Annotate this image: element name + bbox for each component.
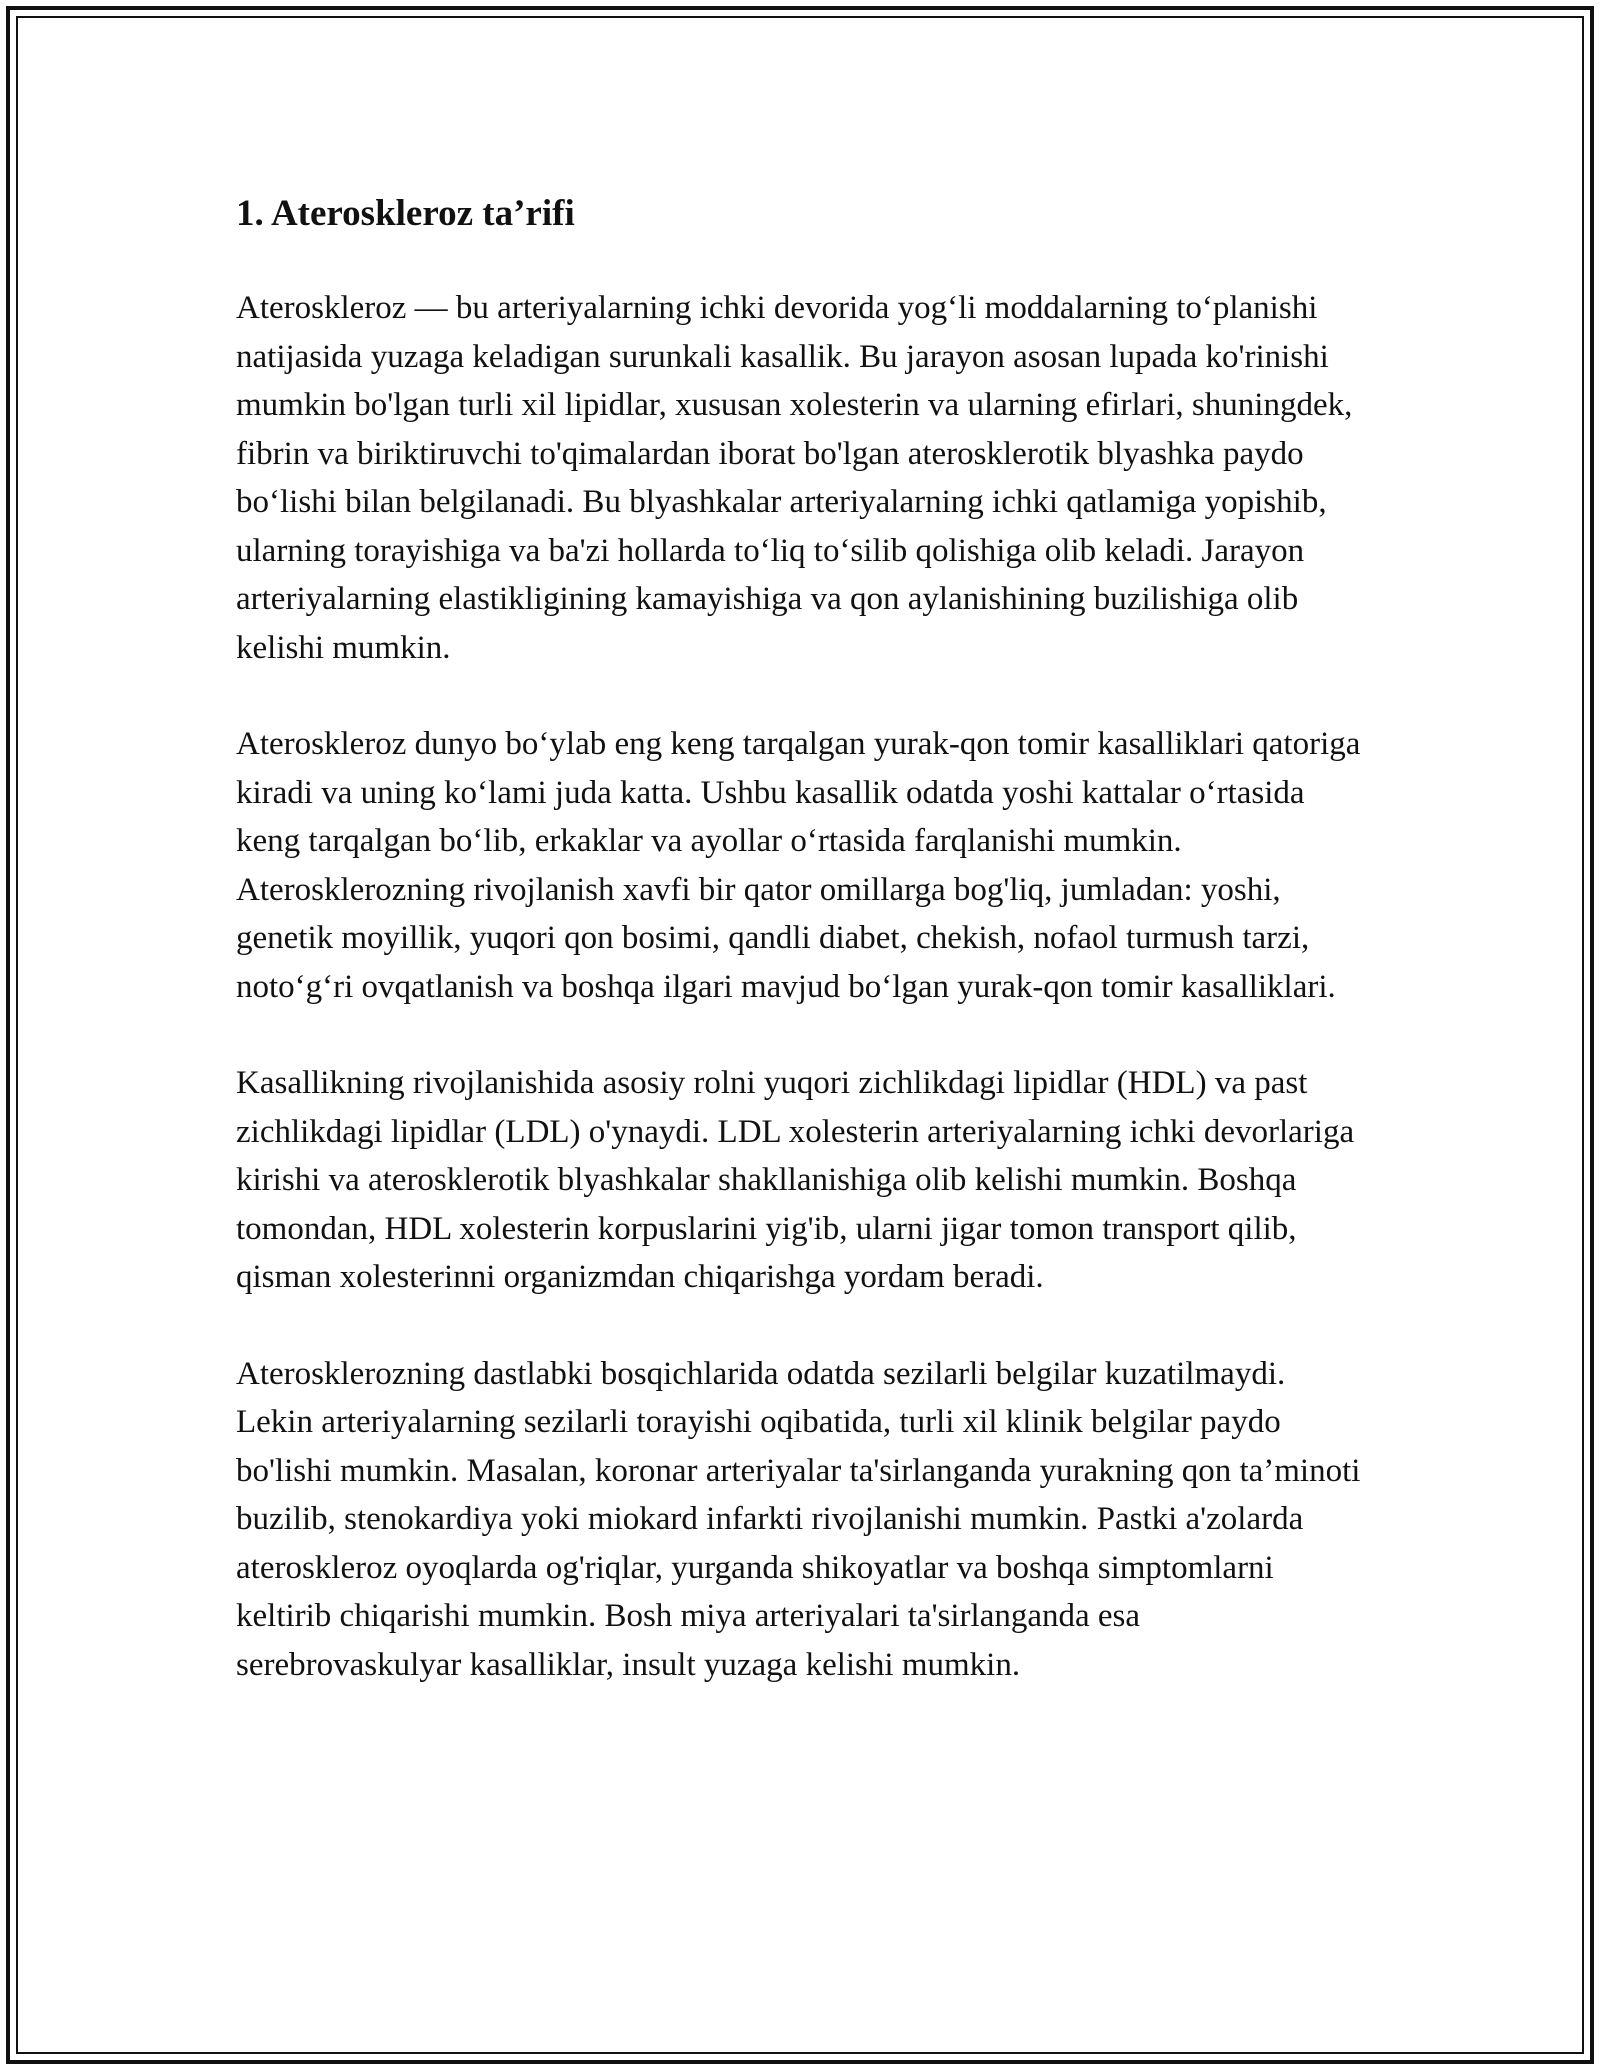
section-heading: 1. Ateroskleroz ta’rifi [236,193,575,234]
paragraph-prevalence: Ateroskleroz dunyo bo‘ylab eng keng tarqalgan yurak-qon tomir kasalliklari qatoriga kiradi va uning ko‘lami juda katta. Ushbu kasallik odatda yoshi kattalar o‘rtasida keng tarqalgan bo‘lib, erkaklar va ayollar o‘rtasida farqlanishi mumkin. Aterosklerozning rivojlanish xavfi bir qator omillarga bog'liq, jumladan: yoshi, genetik moyillik, yuqori qon bosimi, qandli diabet, chekish, nofaol turmush tarzi, noto‘g‘ri ovqatlanish va boshqa ilgari mavjud bo‘lgan yurak-qon tomir kasalliklari. [236,726,1361,1005]
paragraph-lipids: Kasallikning rivojlanishida asosiy rolni yuqori zichlikdagi lipidlar (HDL) va past zichlikdagi lipidlar (LDL) o'ynaydi. LDL xolesterin arteriyalarning ichki devorlariga kirishi va aterosklerotik blyashkalar shakllanishiga olib kelishi mumkin. Boshqa tomondan, HDL xolesterin korpuslarini yig'ib, ularni jigar tomon transport qilib, qisman xolesterinni organizmdan chiqarishga yordam beradi. [236,1065,1355,1295]
document-body [236,184,1366,1737]
paragraph-symptoms: Aterosklerozning dastlabki bosqichlarida odatda sezilarli belgilar kuzatilmaydi. Lekin arteriyalarning sezilarli torayishi oqibatida, turli xil klinik belgilar paydo bo'lishi mumkin. Masalan, koronar arteriyalar ta'sirlanganda yurakning qon ta’minoti buzilib, stenokardiya yoki miokard infarkti rivojlanishi mumkin. Pastki a'zolarda ateroskleroz oyoqlarda og'riqlar, yurganda shikoyatlar va boshqa simptomlarni keltirib chiqarishi mumkin. Bosh miya arteriyalari ta'sirlanganda esa serebrovaskulyar kasalliklar, insult yuzaga kelishi mumkin. [236,1355,1361,1683]
paragraph-definition: Ateroskleroz — bu arteriyalarning ichki devorida yog‘li moddalarning to‘planishi natijasida yuzaga keladigan surunkali kasallik. Bu jarayon asosan lupada ko'rinishi mumkin bo'lgan turli xil lipidlar, xususan xolesterin va ularning efirlari, shuningdek, fibrin va biriktiruvchi to'qimalardan iborat bo'lgan aterosklerotik blyashka paydo bo‘lishi bilan belgilanadi. Bu blyashkalar arteriyalarning ichki qatlamiga yopishib, ularning torayishiga va ba'zi hollarda to‘liq to‘silib qolishiga olib keladi. Jarayon arteriyalarning elastikligining kamayishiga va qon aylanishining buzilishiga olib kelishi mumkin. [236,290,1353,666]
